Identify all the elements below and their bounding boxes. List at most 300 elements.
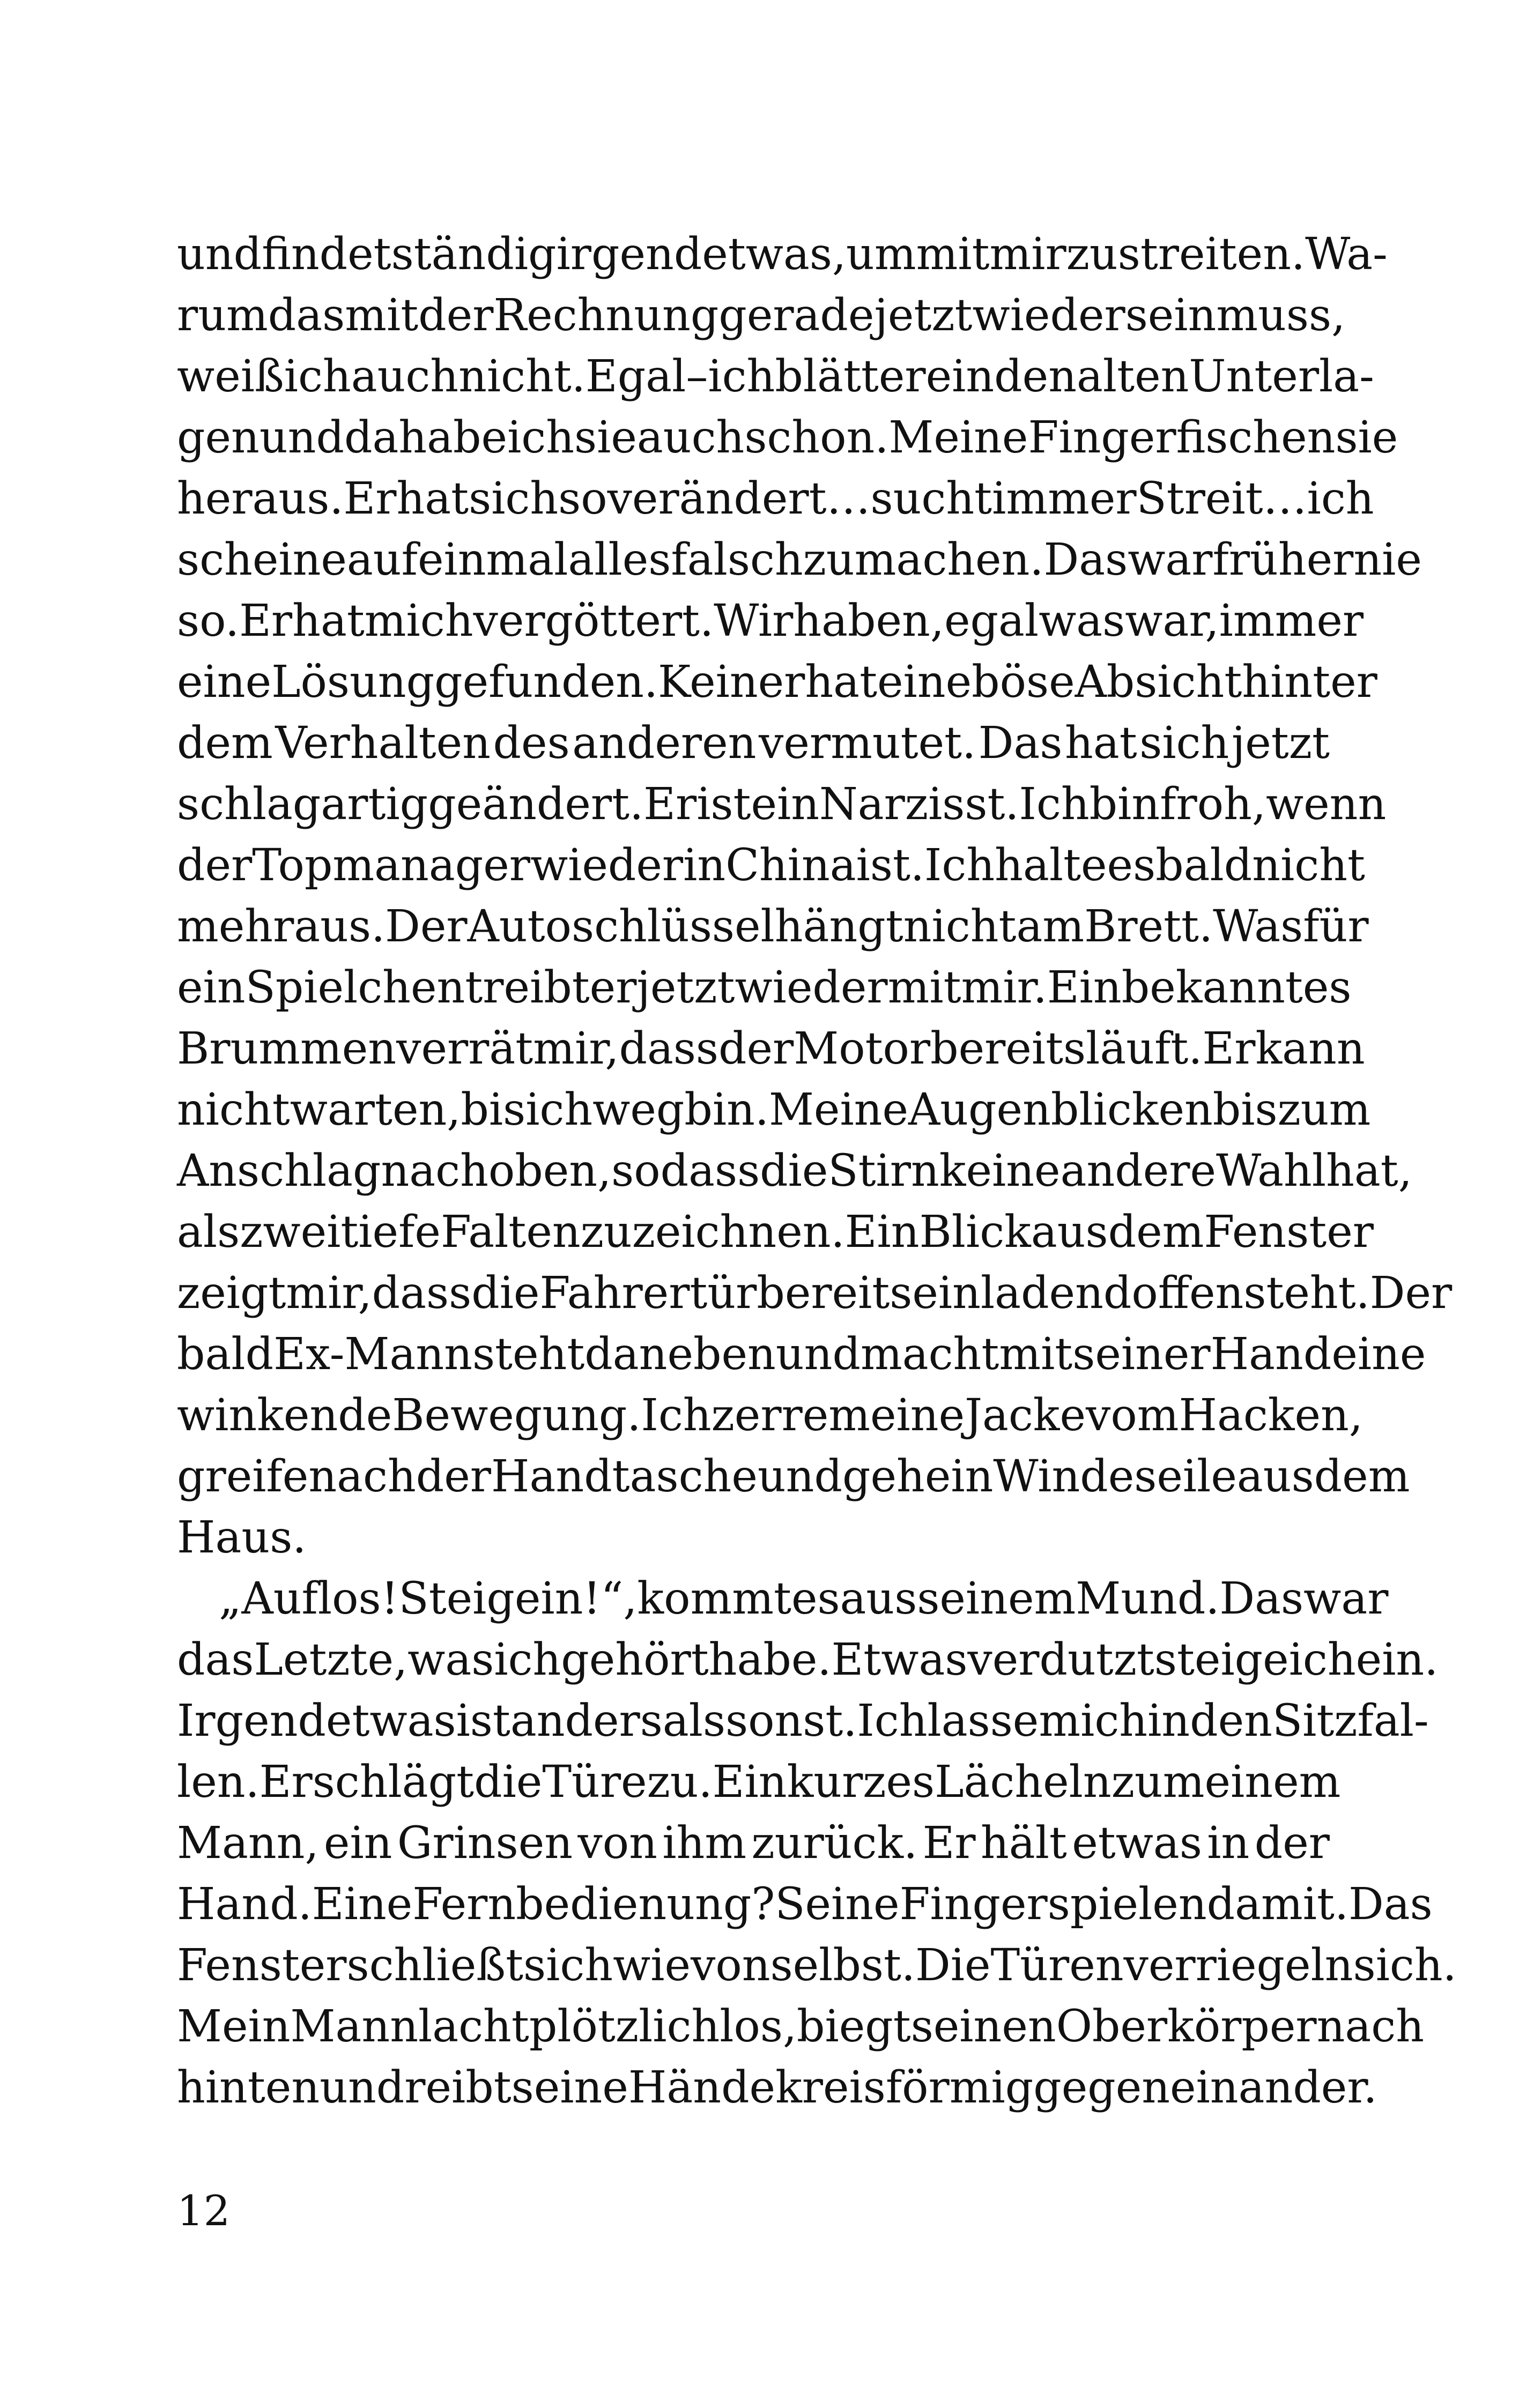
word: Meine <box>768 1084 909 1135</box>
word: verändert <box>607 473 827 524</box>
word: scheine <box>177 534 347 585</box>
word: halte <box>995 840 1107 891</box>
word: Jacke <box>965 1390 1086 1441</box>
word: vergöttert. <box>473 596 714 646</box>
word: ständig <box>391 229 557 280</box>
word: und <box>259 412 344 463</box>
word: hat <box>1065 718 1137 769</box>
word: fal- <box>1357 1696 1429 1746</box>
word: in <box>1147 1696 1190 1746</box>
word: Die <box>915 1940 991 1991</box>
word: sonst. <box>725 1696 857 1746</box>
word: war <box>1128 534 1213 585</box>
word: früher <box>1212 534 1354 585</box>
word: bis <box>461 1084 526 1135</box>
word: als <box>662 1696 726 1746</box>
word: Ich <box>924 840 995 891</box>
text-line <box>177 1752 1341 1813</box>
word: Hand. <box>177 1879 312 1930</box>
word: biegt <box>797 2001 911 2052</box>
word: Wahl <box>1216 1146 1327 1196</box>
word: Topmanager <box>252 840 530 891</box>
word: Eine <box>312 1879 413 1930</box>
word: nicht <box>1252 840 1365 891</box>
word: Er <box>343 473 397 524</box>
word: gegeneinander. <box>1033 2062 1377 2113</box>
word: steht <box>472 1329 585 1380</box>
word: oben, <box>488 1146 612 1196</box>
word: mir, <box>533 1023 619 1074</box>
word: nach <box>1316 2001 1425 2052</box>
word: … <box>826 473 871 524</box>
word: etwas <box>1072 1818 1202 1869</box>
word: seine <box>511 2062 628 2113</box>
word: Augen <box>908 1084 1051 1135</box>
page-number: 12 <box>177 2187 231 2235</box>
word: einladend <box>912 1268 1132 1319</box>
word: eine <box>177 657 272 708</box>
text-line <box>177 469 1374 530</box>
word: weg <box>592 1084 685 1135</box>
word: auch <box>636 412 745 463</box>
word: mich <box>364 596 473 646</box>
text-line <box>177 1019 1365 1080</box>
word: einmal <box>417 534 568 585</box>
word: es <box>1107 840 1156 891</box>
word: war <box>1303 1573 1389 1624</box>
word: sich <box>469 473 559 524</box>
word: dem <box>177 718 273 769</box>
word: Hand <box>1210 1329 1332 1380</box>
word: greife <box>177 1451 309 1502</box>
word: hat <box>805 657 878 708</box>
word: gehe <box>842 1451 951 1502</box>
word: sie <box>1335 412 1398 463</box>
word: zum <box>1277 1084 1371 1135</box>
word: und <box>775 1329 861 1380</box>
word: andere <box>1060 1146 1217 1196</box>
word: Ein <box>1047 962 1122 1013</box>
word: Fenster <box>1204 1207 1374 1258</box>
text-line <box>177 957 1352 1019</box>
word: eine <box>877 657 972 708</box>
word: am <box>1016 901 1085 952</box>
word: nicht <box>177 1084 290 1135</box>
word: Ex-Mann <box>273 1329 472 1380</box>
word: Haus. <box>177 1512 307 1563</box>
word: bald <box>177 1329 274 1380</box>
word: ich <box>284 351 351 402</box>
word: haben, <box>793 596 944 646</box>
word: gen <box>177 412 260 463</box>
word: ist. <box>856 840 924 891</box>
word: kommt <box>637 1573 791 1624</box>
text-line <box>177 652 1377 713</box>
word: schließt <box>346 1940 524 1991</box>
word: zu <box>580 1207 632 1258</box>
word: sodass <box>611 1146 760 1196</box>
word: falsch <box>671 534 803 585</box>
word: hängt <box>774 901 903 952</box>
word: irgendetwas, <box>556 229 847 280</box>
text-line <box>177 407 1398 469</box>
word: vom <box>1086 1390 1179 1441</box>
word: wenn <box>1265 779 1387 830</box>
word: Lächeln <box>935 1757 1112 1808</box>
word: gerade <box>718 290 875 341</box>
word: Mann <box>290 2001 419 2052</box>
word: verdutzt <box>967 1634 1154 1685</box>
word: Ein <box>844 1207 920 1258</box>
word: Fenster <box>177 1940 347 1991</box>
word: Letzte, <box>254 1634 408 1685</box>
word: in <box>952 351 995 402</box>
word: nach <box>308 1451 416 1502</box>
word: mit <box>916 229 990 280</box>
word: Falten <box>440 1207 581 1258</box>
text-line <box>177 1996 1425 2057</box>
word: zu <box>1111 1757 1163 1808</box>
word: fischen <box>1176 412 1336 463</box>
word: mit <box>999 1329 1073 1380</box>
word: Verhalten <box>275 718 491 769</box>
word: und <box>177 229 262 280</box>
word: mir, <box>286 1268 372 1319</box>
text-line <box>177 896 1369 957</box>
word: Finger <box>1028 412 1176 463</box>
word: zu <box>803 534 855 585</box>
word: Keiner <box>658 657 805 708</box>
word: bereits <box>757 1268 913 1319</box>
text-line <box>177 1813 1330 1874</box>
word: zeigt <box>177 1268 286 1319</box>
word: von <box>577 1818 657 1869</box>
word: bereits <box>930 1023 1086 1074</box>
word: hat, <box>1326 1146 1412 1196</box>
word: mit <box>887 962 961 1013</box>
word: und <box>757 1451 842 1502</box>
word: Anschlag <box>177 1146 381 1196</box>
word: zu <box>1066 229 1118 280</box>
word: verrät <box>396 1023 533 1074</box>
word: Türen <box>990 1940 1124 1991</box>
word: kann <box>1255 1023 1365 1074</box>
word: weiß <box>177 351 284 402</box>
word: um <box>846 229 916 280</box>
word: zerre <box>711 1390 829 1441</box>
word: Das <box>1219 1573 1304 1624</box>
word: Der <box>1369 1268 1453 1319</box>
word: Grinsen <box>397 1818 573 1869</box>
word: blicken <box>1050 1084 1213 1135</box>
word: bin. <box>684 1084 769 1135</box>
word: Ich <box>641 1390 712 1441</box>
word: Mann, <box>177 1818 319 1869</box>
text-line <box>177 1263 1453 1324</box>
word: er <box>589 962 637 1013</box>
word: alles <box>568 534 671 585</box>
word: ein <box>177 962 246 1013</box>
word: Etwas <box>831 1634 968 1685</box>
text-line <box>177 1569 1389 1630</box>
word: Er <box>1202 1023 1256 1074</box>
word: dem <box>1108 1207 1204 1258</box>
word: Er <box>922 1818 976 1869</box>
word: lasse <box>927 1696 1039 1746</box>
word: des <box>493 718 570 769</box>
word: macht <box>860 1329 999 1380</box>
word: seinen <box>910 2001 1056 2052</box>
text-line <box>177 1202 1374 1263</box>
word: sein <box>1125 290 1217 341</box>
word: mir. <box>961 962 1047 1013</box>
word: muss, <box>1216 290 1346 341</box>
word: ich <box>1307 473 1374 524</box>
word: der <box>1254 1818 1330 1869</box>
word: aus. <box>294 901 386 952</box>
word: Streit <box>1136 473 1263 524</box>
word: Hacken, <box>1179 1390 1363 1441</box>
word: Handtasche <box>491 1451 758 1502</box>
word: böse <box>972 657 1075 708</box>
word: es <box>791 1573 840 1624</box>
word: reibt <box>404 2062 512 2113</box>
word: und <box>320 2062 405 2113</box>
word: ich <box>494 1634 561 1685</box>
word: nach <box>381 1146 488 1196</box>
word: der <box>718 1023 794 1074</box>
word: winkende <box>177 1390 392 1441</box>
word: Blick <box>919 1207 1031 1258</box>
word: in <box>1207 1818 1250 1869</box>
word: len. <box>177 1757 260 1808</box>
word: bekanntes <box>1121 962 1352 1013</box>
word: spielen <box>1047 1879 1207 1930</box>
word: Das <box>978 718 1063 769</box>
word: Fahrertür <box>539 1268 757 1319</box>
word: verriegeln <box>1123 1940 1353 1991</box>
word: jetzt <box>1231 718 1330 769</box>
word: China <box>725 840 856 891</box>
word: Das <box>1348 1879 1433 1930</box>
word: sich <box>1139 718 1229 769</box>
text-line <box>177 1507 1330 1569</box>
word: den <box>994 351 1077 402</box>
word: lacht <box>418 2001 529 2052</box>
word: Brett. <box>1084 901 1213 952</box>
word: daneben <box>584 1329 776 1380</box>
word: die <box>760 1146 828 1196</box>
text-line <box>177 1080 1371 1141</box>
text-line <box>177 591 1364 652</box>
word: egal <box>944 596 1039 646</box>
word: Unterla- <box>1189 351 1374 402</box>
text-line <box>177 530 1422 591</box>
word: heraus. <box>177 473 344 524</box>
text-line <box>177 1935 1457 1996</box>
word: der <box>416 1451 491 1502</box>
text-line <box>177 774 1387 835</box>
word: Das <box>1043 534 1128 585</box>
word: Egal <box>585 351 686 402</box>
word: tiefe <box>340 1207 441 1258</box>
word: Finger <box>899 1879 1048 1930</box>
word: sie <box>574 412 637 463</box>
word: meinem <box>1162 1757 1341 1808</box>
word: habe <box>398 412 508 463</box>
word: Er <box>259 1757 313 1808</box>
word: auf <box>346 534 418 585</box>
word: ein. <box>1355 1634 1439 1685</box>
word: aus <box>1236 1451 1314 1502</box>
word: Steig <box>398 1573 515 1624</box>
word: kurzes <box>787 1757 935 1808</box>
word: Ein <box>712 1757 787 1808</box>
word: Brummen <box>177 1023 397 1074</box>
word: jetzt <box>874 290 973 341</box>
word: hält <box>981 1818 1067 1869</box>
text-line <box>177 346 1374 407</box>
word: alten <box>1077 351 1189 402</box>
word: ich <box>708 351 775 402</box>
word: dass <box>372 1268 472 1319</box>
word: der <box>177 840 253 891</box>
word: geändert. <box>428 779 644 830</box>
word: sich. <box>1353 1940 1457 1991</box>
word: Hände <box>628 2062 776 2113</box>
word: gehört <box>561 1634 709 1685</box>
word: sich <box>523 1940 613 1991</box>
word: den <box>1190 1696 1272 1746</box>
word: ein <box>751 779 820 830</box>
text-line <box>177 224 1388 285</box>
word: was <box>407 1634 494 1685</box>
word: Fernbedienung? <box>412 1879 775 1930</box>
word: gefunden. <box>434 657 658 708</box>
text-line <box>177 1630 1439 1691</box>
word: Motor <box>794 1023 931 1074</box>
word: meine <box>828 1390 965 1441</box>
word: bis <box>1212 1084 1278 1135</box>
word: – <box>686 351 708 402</box>
word: machen. <box>854 534 1044 585</box>
word: Autoschlüssel <box>467 901 775 952</box>
word: so <box>558 473 607 524</box>
word: wie <box>613 1940 691 1991</box>
word: rum <box>177 290 268 341</box>
word: treibt <box>465 962 590 1013</box>
word: anderen <box>572 718 757 769</box>
word: hat <box>292 596 365 646</box>
word: zu. <box>647 1757 713 1808</box>
word: kreisförmig <box>775 2062 1034 2113</box>
word: nicht. <box>458 351 586 402</box>
word: … <box>1263 473 1307 524</box>
word: jetzt <box>636 962 735 1013</box>
word: mir <box>989 229 1066 280</box>
word: Ich <box>857 1696 928 1746</box>
word: dem <box>1314 1451 1410 1502</box>
word: ein <box>323 1818 392 1869</box>
word: damit. <box>1206 1879 1349 1930</box>
word: wieder <box>972 290 1125 341</box>
word: zurück. <box>751 1818 918 1869</box>
word: anders <box>510 1696 663 1746</box>
word: in <box>951 1451 994 1502</box>
word: Er <box>239 596 293 646</box>
word: nie <box>1353 534 1422 585</box>
word: das <box>177 1634 254 1685</box>
word: Mund. <box>1076 1573 1220 1624</box>
word: ich <box>525 1084 593 1135</box>
word: Lösung <box>271 657 435 708</box>
word: Spielchen <box>245 962 465 1013</box>
word: sucht <box>870 473 992 524</box>
word: habe. <box>708 1634 832 1685</box>
text-line <box>177 1385 1363 1446</box>
word: Der <box>385 901 468 952</box>
word: Irgendetwas <box>177 1696 456 1746</box>
word: hinten <box>177 2062 320 2113</box>
word: schlägt <box>312 1757 475 1808</box>
word: war, <box>1125 596 1219 646</box>
word: aus <box>1031 1207 1108 1258</box>
text-line <box>177 835 1365 896</box>
word: Sitz <box>1272 1696 1358 1746</box>
word: offen <box>1131 1268 1244 1319</box>
word: bin <box>1089 779 1160 830</box>
word: was <box>1039 596 1125 646</box>
word: Bewegung. <box>392 1390 641 1441</box>
word: eine <box>1331 1329 1426 1380</box>
word: hat <box>396 473 469 524</box>
word: seiner <box>1072 1329 1211 1380</box>
word: keine <box>939 1146 1061 1196</box>
word: Stirn <box>828 1146 939 1196</box>
text-line <box>177 1874 1433 1935</box>
word: Windeseile <box>993 1451 1237 1502</box>
word: von <box>691 1940 770 1991</box>
text-line <box>177 2057 1377 2119</box>
word: läuft. <box>1086 1023 1203 1074</box>
word: die <box>474 1757 543 1808</box>
word: ihm <box>662 1818 747 1869</box>
word: nicht <box>903 901 1017 952</box>
text-line <box>177 1141 1412 1202</box>
word: die <box>471 1268 540 1319</box>
word: plötzlich <box>529 2001 720 2052</box>
word: steige <box>1154 1634 1289 1685</box>
word: der <box>418 290 494 341</box>
word: ist <box>456 1696 510 1746</box>
word: in <box>683 840 726 891</box>
word: Wa- <box>1305 229 1388 280</box>
word: findet <box>262 229 391 280</box>
word: „Auf <box>219 1573 318 1624</box>
word: froh, <box>1160 779 1266 830</box>
word: da <box>344 412 399 463</box>
text-line <box>177 1691 1429 1752</box>
word: mich <box>1039 1696 1148 1746</box>
word: aus <box>840 1573 917 1624</box>
word: immer <box>1219 596 1364 646</box>
word: für <box>1303 901 1369 952</box>
word: zeichnen. <box>632 1207 845 1258</box>
word: Oberkörper <box>1056 2001 1317 2052</box>
word: schlagartig <box>177 779 428 830</box>
word: hinter <box>1242 657 1377 708</box>
word: Absicht <box>1075 657 1242 708</box>
